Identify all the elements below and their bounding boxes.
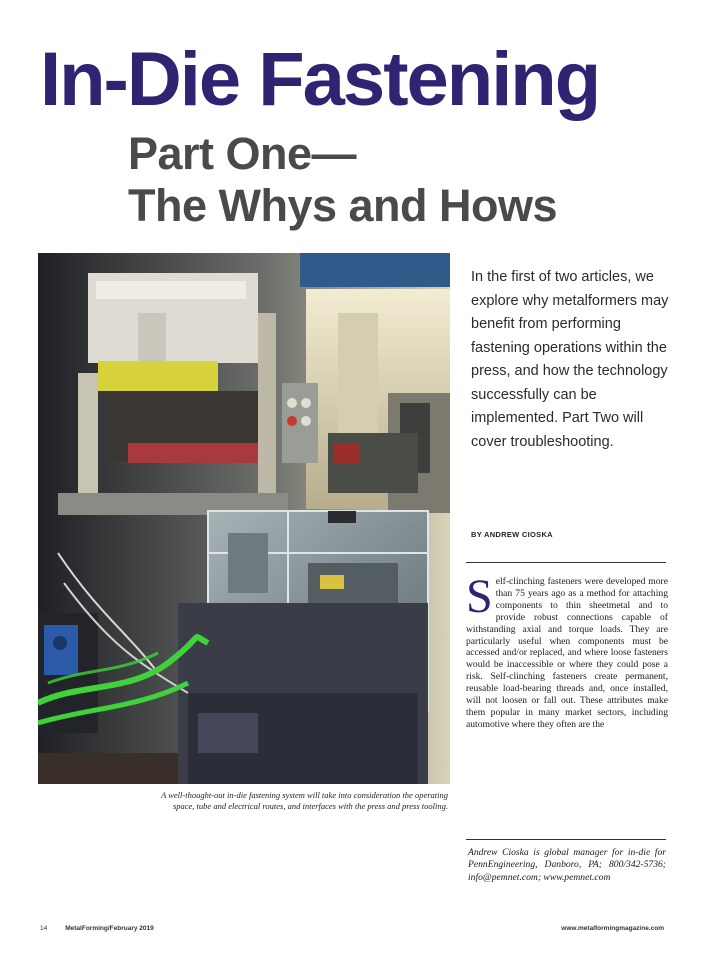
drop-cap: S [466, 570, 493, 623]
article-body-text: elf-clinching fasteners were developed more than 75 years ago as a method for attaching components to thin sheetmetal and to provide robust connections capable of withstanding axial and torque loads. They are particularly useful when components must be accessed and/or replaced, and where loose fasteners would be inaccessible or where they could pose a risk. Self-clinching fasteners create permanent, reusable load-bearing threads and, once installed, will not loosen or fall out. These attributes make them popular in many market sectors, including automotive where they often are the [466, 576, 668, 730]
byline: BY ANDREW CIOSKA [471, 530, 553, 539]
bio-rule [466, 839, 666, 840]
issue-label: MetalForming/February 2019 [65, 925, 154, 932]
footer-left [40, 925, 154, 932]
article-body [466, 570, 668, 731]
photo-caption: A well-thought-out in-die fastening system will take into consideration the operating space, tube and electrical routes, and interfaces with the press and press tooling. [161, 790, 448, 811]
article-subtitle [128, 128, 557, 232]
subtitle-line-1: Part One— [128, 128, 357, 179]
footer-website: www.metalformingmagazine.com [561, 925, 664, 932]
article-title: In-Die Fastening [40, 37, 600, 122]
page-number: 14 [40, 925, 48, 932]
subtitle-line-2: The Whys and Hows [128, 180, 558, 231]
byline-rule [466, 562, 666, 563]
press-machinery-photo [38, 253, 450, 784]
author-bio: Andrew Cioska is global manager for in-die for PennEngineering, Danboro, PA; 800/342-5736; info@pemnet.com; www.pemnet.com [468, 847, 666, 883]
article-deck: In the first of two articles, we explore why metalformers may benefit from performing fastening operations within the press, and how the technology successfully can be implemented. Part Two will cover troubleshooting. [471, 269, 669, 450]
